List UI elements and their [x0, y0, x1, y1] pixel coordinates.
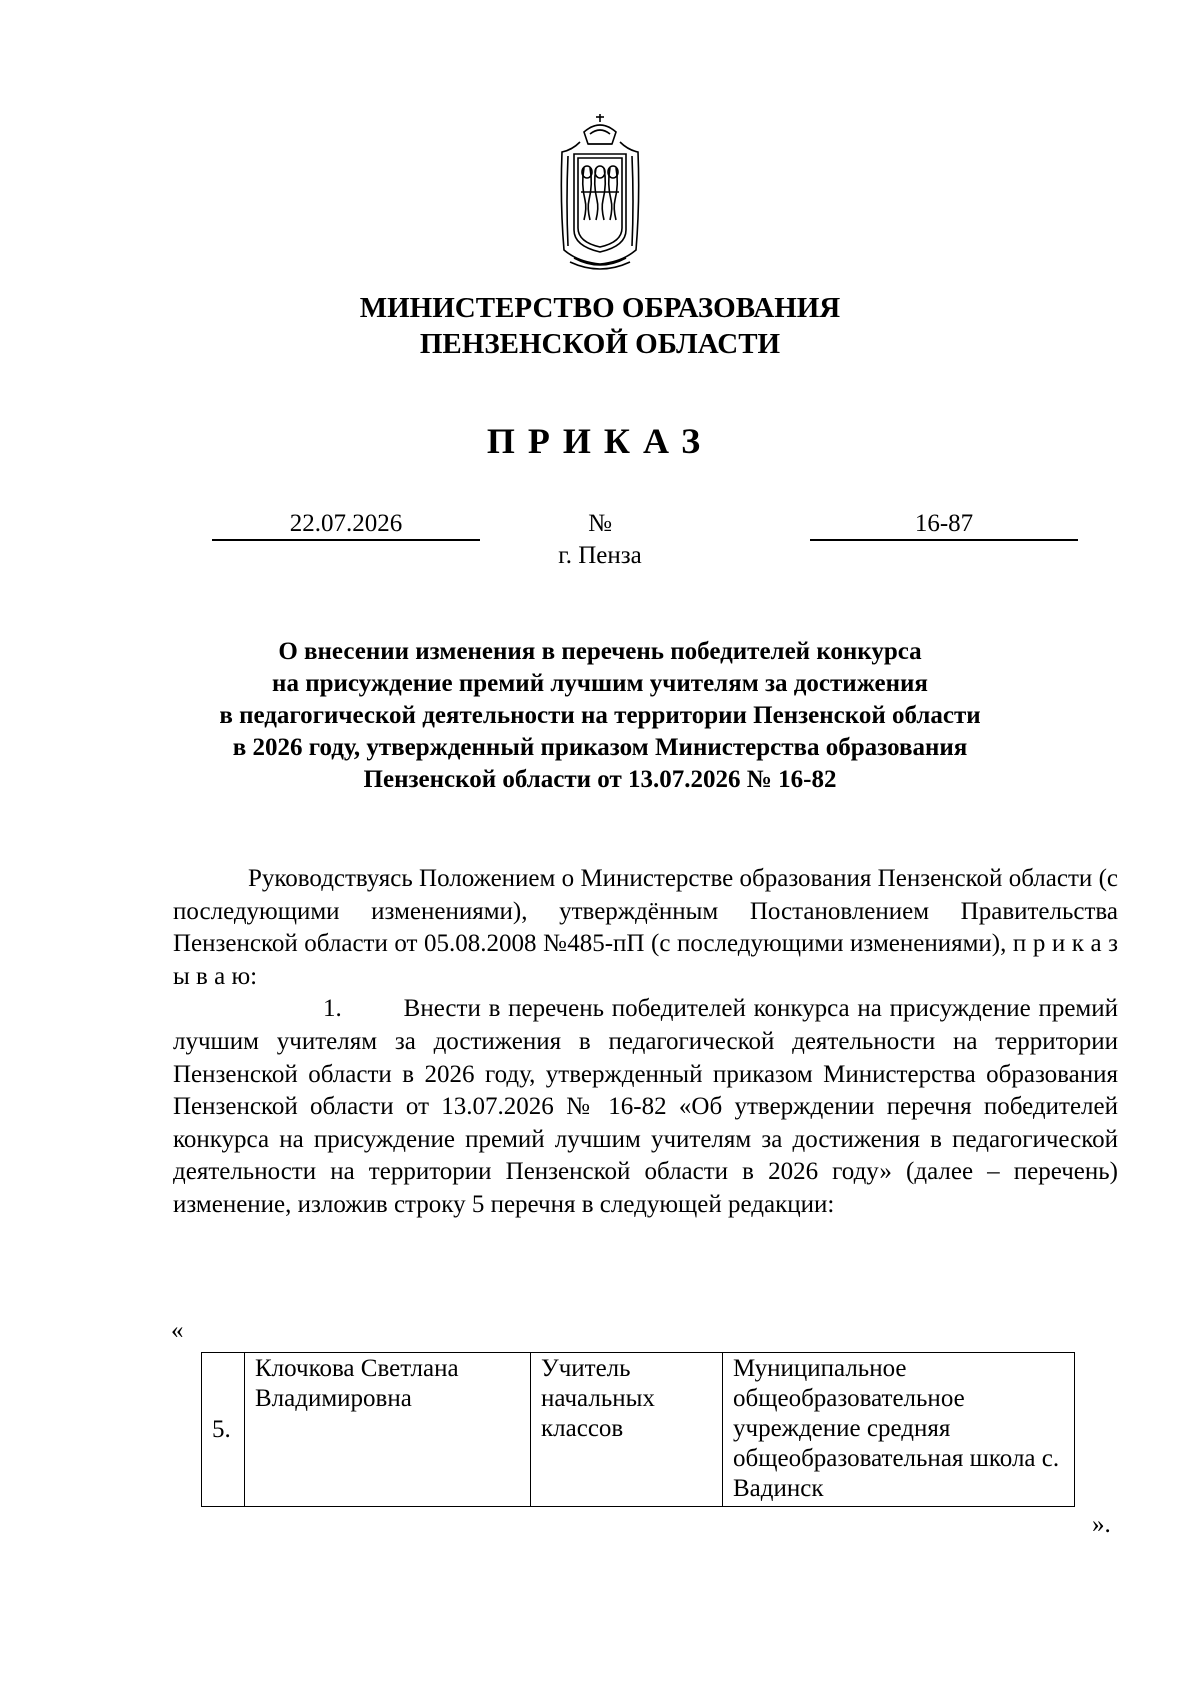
- order-item-1: [173, 993, 1118, 1221]
- subject-line: Пензенской области от 13.07.2026 № 16-82: [363, 766, 837, 793]
- preamble-paragraph: Руководствуясь Положением о Министерстве образования Пензенской области (с последующими изменениями), утверждённым Постановлением Правительства Пензенской области от 05.08.2008 №485-пП (с последующими изменениями), п р и к а з ы в а ю:: [173, 865, 1118, 990]
- item-number: 1.: [323, 995, 342, 1023]
- winner-position: Учитель начальных классов: [531, 1353, 723, 1507]
- row-number: 5.: [202, 1353, 245, 1507]
- order-number: 16-87: [810, 509, 1078, 541]
- winners-table: [201, 1352, 1075, 1507]
- subject-line: О внесении изменения в перечень победителей конкурса: [278, 638, 922, 665]
- winner-school: Муниципальное общеобразовательное учреждение средняя общеобразовательная школа с. Вадинск: [723, 1353, 1075, 1507]
- ministry-name: [0, 290, 1200, 362]
- order-subject: [140, 636, 1060, 796]
- subject-line: на присуждение премий лучшим учителям за достижения: [272, 670, 928, 697]
- city-label: г. Пенза: [558, 542, 642, 569]
- closing-quote: ».: [1092, 1511, 1111, 1538]
- number-sign: №: [588, 510, 612, 537]
- winner-name: Клочкова Светлана Владимировна: [245, 1353, 531, 1507]
- penza-region-coat-of-arms-icon: [550, 112, 650, 280]
- subject-line: в 2026 году, утвержденный приказом Министерства образования: [232, 734, 968, 761]
- item-text: Внести в перечень победителей конкурса на присуждение премий лучшим учителям за достижения в педагогической деятельности на территории Пензенской области в 2026 году, утвержденный приказом Министерства образования Пензенской области от 13.07.2026 № 16-82 «Об утверждении перечня победителей конкурса на присуждение премий лучшим учителям за достижения в педагогической деятельности на территории Пензенской области в 2026 году» (далее – перечень) изменение, изложив строку 5 перечня в следующей редакции:: [173, 995, 1119, 1218]
- ministry-name-line1: МИНИСТЕРСТВО ОБРАЗОВАНИЯ: [359, 292, 841, 324]
- opening-quote: «: [171, 1317, 184, 1344]
- ministry-name-line2: ПЕНЗЕНСКОЙ ОБЛАСТИ: [419, 328, 781, 360]
- order-body: [173, 863, 1118, 1222]
- subject-line: в педагогической деятельности на территории Пензенской области: [219, 702, 981, 729]
- table-row: [202, 1353, 1075, 1507]
- order-date: 22.07.2026: [212, 509, 480, 541]
- document-type-title: ПРИКАЗ: [486, 421, 714, 461]
